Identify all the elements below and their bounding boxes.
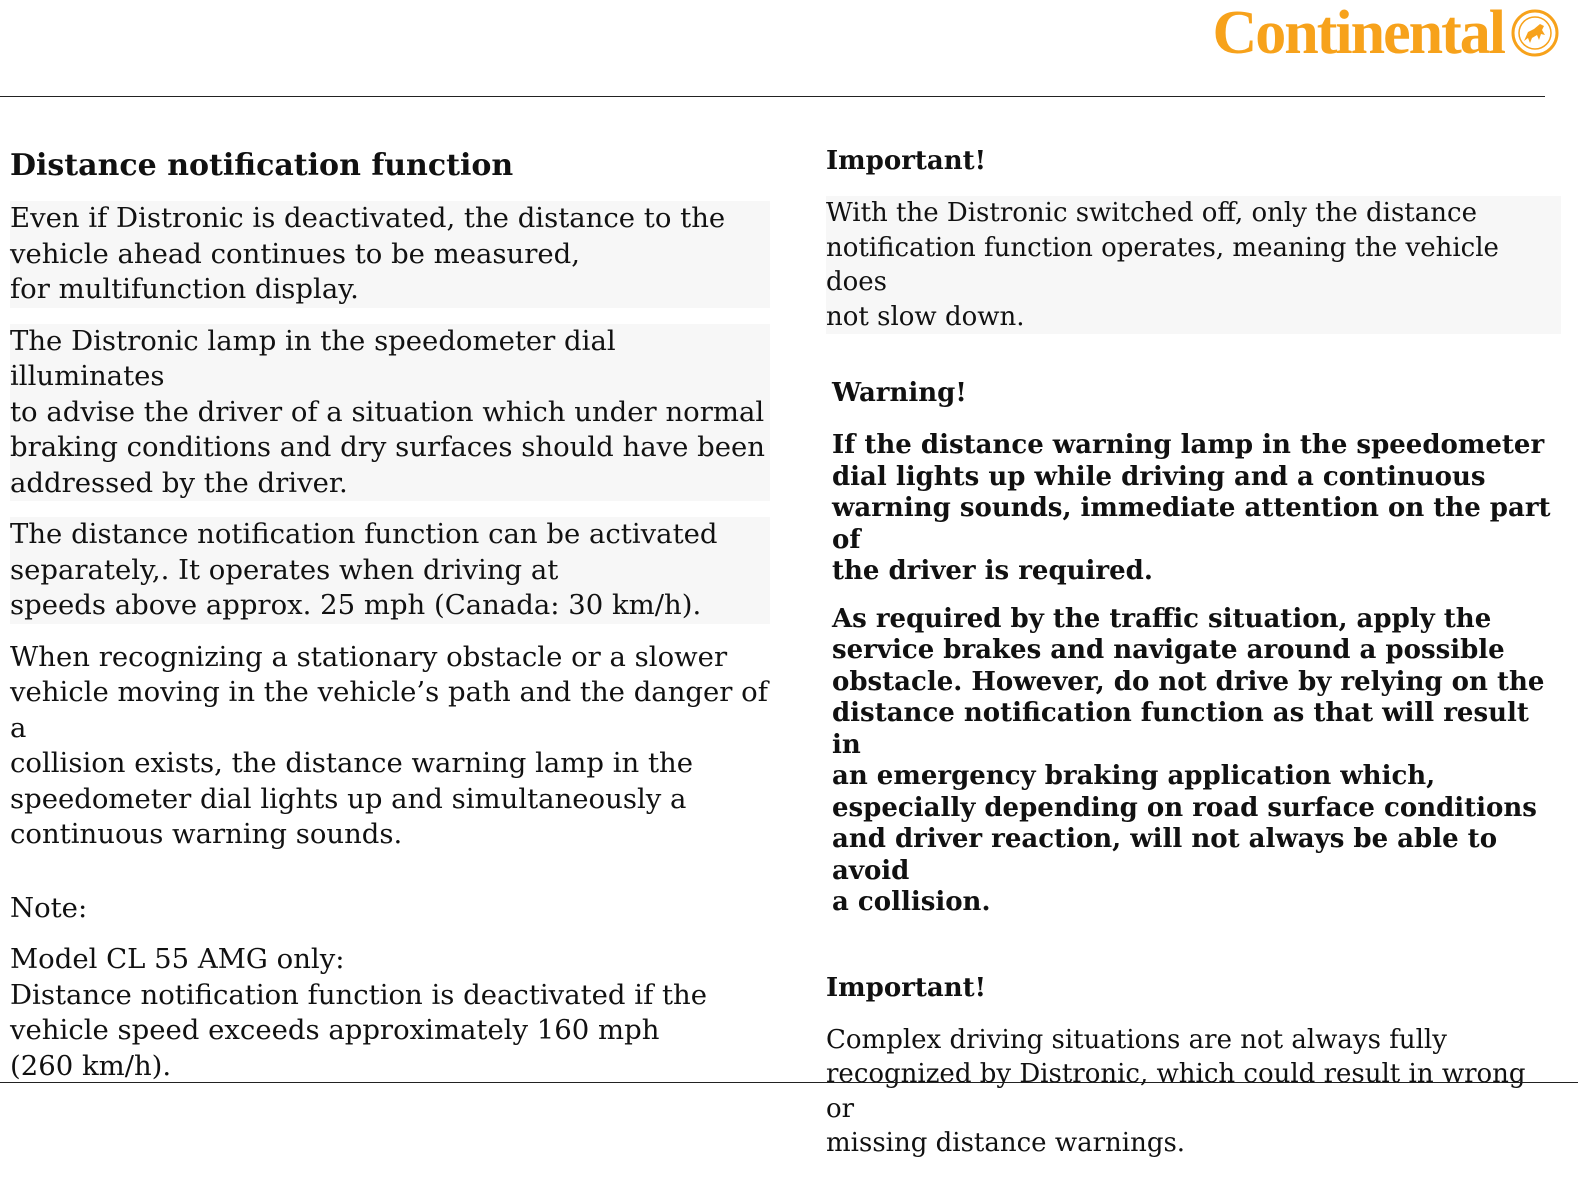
- lamp-paragraph: [10, 324, 770, 502]
- text-line: service brakes and navigate around a possible: [832, 635, 1505, 665]
- text-line: recognized by Distronic, which could result in wrong or: [826, 1059, 1526, 1124]
- text-line: (260 km/h).: [10, 1049, 172, 1082]
- note-label: Note:: [10, 891, 88, 924]
- footer-divider: [0, 1082, 1578, 1083]
- important-heading-2: Important!: [826, 972, 987, 1003]
- text-line: a collision.: [832, 887, 991, 917]
- text-line: to advise the driver of a situation which under normal: [10, 395, 765, 428]
- text-line: With the Distronic switched off, only the distance: [826, 198, 1477, 228]
- text-line: continuous warning sounds.: [10, 818, 403, 850]
- text-line: Complex driving situations are not always fully: [826, 1024, 1447, 1055]
- text-line: speeds above approx. 25 mph (Canada: 30 km/h).: [10, 589, 702, 621]
- text-line: Even if Distronic is deactivated, the distance to the: [10, 202, 726, 234]
- warning-paragraph-1: [832, 430, 1561, 588]
- text-line: notification function operates, meaning the vehicle does: [826, 232, 1499, 297]
- text-line: an emergency braking application which,: [832, 761, 1436, 791]
- text-line: obstacle. However, do not drive by relying on the: [832, 666, 1545, 697]
- horse-emblem-icon: [1510, 8, 1560, 58]
- text-line: The distance notification function can be activated: [10, 518, 718, 550]
- text-line: and driver reaction, will not always be able to avoid: [832, 824, 1498, 886]
- text-line: warning sounds, immediate attention on the part of: [832, 493, 1551, 555]
- text-line: If the distance warning lamp in the speedometer: [832, 430, 1545, 460]
- text-line: vehicle speed exceeds approximately 160 mph: [10, 1014, 660, 1046]
- text-line: for multifunction display.: [10, 273, 359, 305]
- header-divider: [0, 96, 1545, 97]
- text-line: addressed by the driver.: [10, 466, 348, 499]
- text-line: braking conditions and dry surfaces should have been: [10, 431, 766, 463]
- right-column: [826, 146, 1561, 1181]
- text-line: vehicle ahead continues to be measured,: [10, 237, 581, 270]
- left-column: [10, 148, 770, 1100]
- brand-wordmark: Continental: [1212, 0, 1504, 67]
- section-heading: Distance notification function: [10, 148, 514, 183]
- text-line: the driver is required.: [832, 556, 1153, 586]
- text-line: When recognizing a stationary obstacle or a slower: [10, 640, 728, 673]
- important-heading: Important!: [826, 146, 987, 176]
- text-line: not slow down.: [826, 301, 1025, 332]
- collision-paragraph: [10, 640, 770, 853]
- intro-paragraph: [10, 201, 770, 308]
- warning-heading: Warning!: [832, 378, 967, 408]
- text-line: vehicle moving in the vehicle’s path and the danger of a: [10, 676, 768, 744]
- text-line: especially depending on road surface conditions: [832, 792, 1537, 823]
- text-line: separately,. It operates when driving at: [10, 553, 559, 586]
- text-line: The Distronic lamp in the speedometer dial illuminates: [10, 324, 616, 392]
- note-paragraph: [10, 942, 770, 1084]
- text-line: collision exists, the distance warning lamp in the: [10, 747, 694, 779]
- text-line: dial lights up while driving and a continuous: [832, 461, 1486, 492]
- warning-paragraph-2: [832, 604, 1561, 919]
- continental-logo: [1213, 0, 1560, 66]
- text-line: distance notification function as that will result in: [832, 698, 1529, 760]
- text-line: missing distance warnings.: [826, 1128, 1186, 1158]
- activation-paragraph: [10, 517, 770, 624]
- text-line: As required by the traffic situation, apply the: [832, 603, 1492, 634]
- text-line: Distance notification function is deactivated if the: [10, 978, 708, 1011]
- important-paragraph: [826, 196, 1561, 334]
- text-line: Model CL 55 AMG only:: [10, 943, 345, 975]
- text-line: speedometer dial lights up and simultaneously a: [10, 782, 687, 815]
